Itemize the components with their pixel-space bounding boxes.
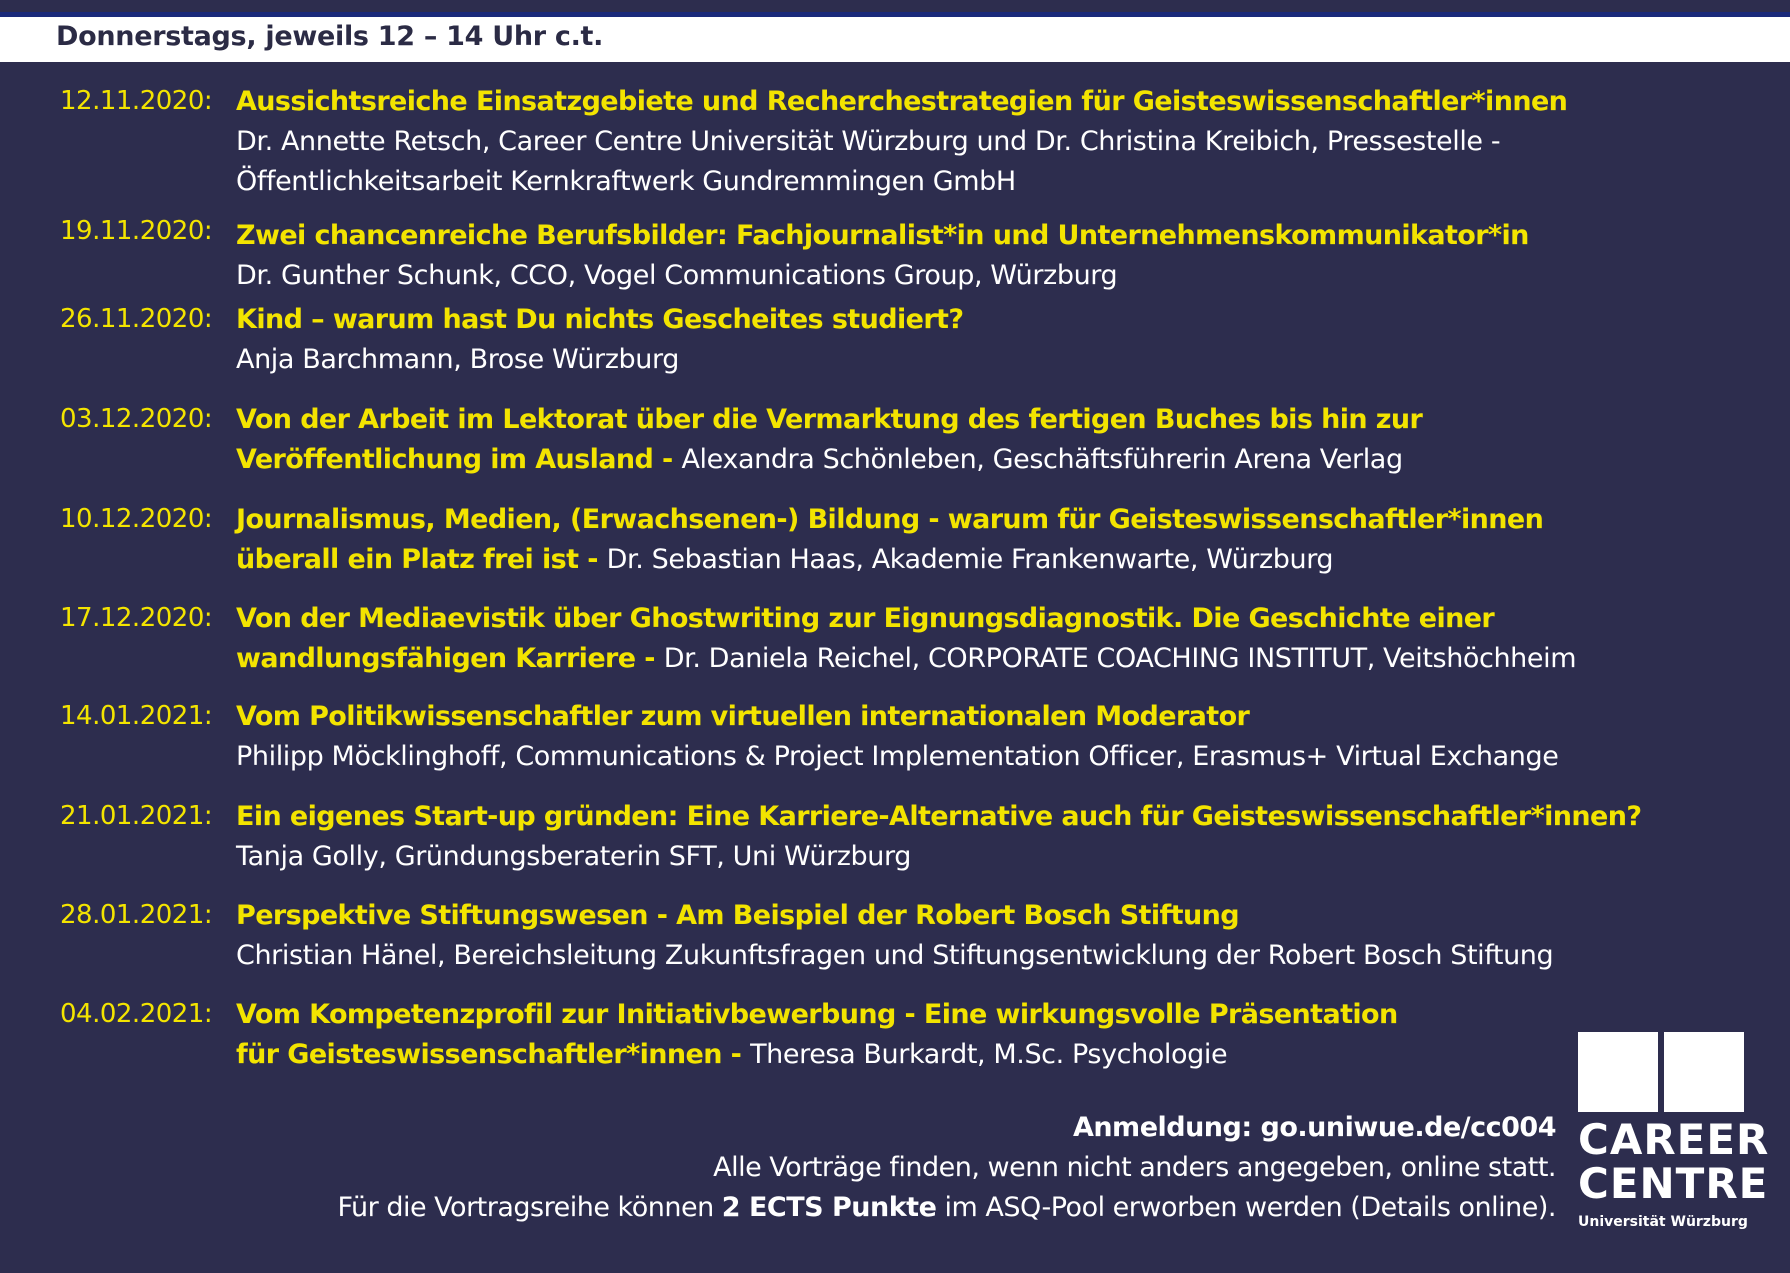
event-title: Kind – warum hast Du nichts Gescheites studiert? bbox=[236, 304, 964, 335]
ects-note bbox=[338, 1188, 1557, 1228]
event-title-line2: für Geisteswissenschaftler*innen - bbox=[236, 1039, 742, 1070]
event-speaker: Tanja Golly, Gründungsberaterin SFT, Uni Würzburg bbox=[236, 841, 911, 872]
logo-square-right bbox=[1664, 1032, 1744, 1112]
event-title-cont bbox=[236, 639, 1696, 679]
registration-link[interactable]: Anmeldung: go.uniwue.de/cc004 bbox=[1072, 1112, 1556, 1143]
event-content bbox=[236, 500, 1696, 580]
event-date: 12.11.2020: bbox=[60, 86, 213, 116]
event-speaker: Alexandra Schönleben, Geschäftsführerin Arena Verlag bbox=[681, 444, 1403, 475]
event-content bbox=[236, 599, 1696, 679]
event-title: Aussichtsreiche Einsatzgebiete und Recherchestrategien für Geisteswissenschaftler*innen bbox=[236, 86, 1568, 117]
event-content bbox=[236, 82, 1696, 202]
ects-prefix: Für die Vortragsreihe können bbox=[337, 1192, 714, 1223]
schedule-heading: Donnerstags, jeweils 12 – 14 Uhr c.t. bbox=[56, 21, 604, 52]
event-title: Vom Politikwissenschaftler zum virtuellen internationalen Moderator bbox=[236, 701, 1250, 732]
event-speaker: Anja Barchmann, Brose Würzburg bbox=[236, 344, 679, 375]
event-speaker: Theresa Burkardt, M.Sc. Psychologie bbox=[750, 1039, 1228, 1070]
event-title: Zwei chancenreiche Berufsbilder: Fachjournalist*in und Unternehmenskommunikator*in bbox=[236, 220, 1529, 251]
event-title-line2: Veröffentlichung im Ausland - bbox=[236, 444, 673, 475]
footer-info bbox=[338, 1108, 1557, 1228]
logo-square-left bbox=[1578, 1032, 1658, 1112]
event-date: 19.11.2020: bbox=[60, 216, 213, 246]
event-title-cont bbox=[236, 540, 1696, 580]
event-title: Journalismus, Medien, (Erwachsenen-) Bildung - warum für Geisteswissenschaftler*innen bbox=[236, 504, 1544, 535]
event-title-line2: überall ein Platz frei ist - bbox=[236, 544, 598, 575]
event-content bbox=[236, 697, 1696, 777]
event-title-cont bbox=[236, 1035, 1696, 1075]
event-speaker: Dr. Annette Retsch, Career Centre Universität Würzburg und Dr. Christina Kreibich, Pressestelle - bbox=[236, 126, 1501, 157]
event-title: Perspektive Stiftungswesen - Am Beispiel der Robert Bosch Stiftung bbox=[236, 900, 1239, 931]
event-speaker: Dr. Gunther Schunk, CCO, Vogel Communications Group, Würzburg bbox=[236, 260, 1118, 291]
event-date: 14.01.2021: bbox=[60, 701, 213, 731]
logo-subline: Universität Würzburg bbox=[1578, 1214, 1748, 1230]
ects-points: 2 ECTS Punkte bbox=[721, 1192, 937, 1223]
online-note: Alle Vorträge finden, wenn nicht anders angegeben, online statt. bbox=[713, 1152, 1556, 1183]
event-content bbox=[236, 216, 1696, 296]
event-speaker: Philipp Möcklinghoff, Communications & Project Implementation Officer, Erasmus+ Virtual Exchange bbox=[236, 741, 1559, 772]
event-date: 10.12.2020: bbox=[60, 504, 213, 534]
event-date: 04.02.2021: bbox=[60, 999, 213, 1029]
event-title-cont bbox=[236, 440, 1696, 480]
event-date: 26.11.2020: bbox=[60, 304, 213, 334]
event-content bbox=[236, 896, 1696, 976]
event-date: 21.01.2021: bbox=[60, 801, 213, 831]
event-title-line2: wandlungsfähigen Karriere - bbox=[236, 643, 655, 674]
event-speaker: Christian Hänel, Bereichsleitung Zukunftsfragen und Stiftungsentwicklung der Robert Bosch Stiftung bbox=[236, 940, 1554, 971]
event-speaker: Dr. Sebastian Haas, Akademie Frankenwarte, Würzburg bbox=[606, 544, 1334, 575]
ects-suffix: im ASQ-Pool erworben werden (Details online). bbox=[944, 1192, 1556, 1223]
event-title: Vom Kompetenzprofil zur Initiativbewerbung - Eine wirkungsvolle Präsentation bbox=[236, 999, 1398, 1030]
event-title: Von der Arbeit im Lektorat über die Vermarktung des fertigen Buches bis hin zur bbox=[236, 404, 1423, 435]
logo-line-centre: CENTRE bbox=[1578, 1159, 1769, 1208]
event-date: 17.12.2020: bbox=[60, 603, 213, 633]
career-centre-logo bbox=[1578, 1032, 1770, 1232]
event-content bbox=[236, 400, 1696, 480]
event-speaker: Dr. Daniela Reichel, CORPORATE COACHING INSTITUT, Veitshöchheim bbox=[663, 643, 1577, 674]
event-date: 03.12.2020: bbox=[60, 404, 213, 434]
event-content bbox=[236, 995, 1696, 1075]
event-speaker-cont: Öffentlichkeitsarbeit Kernkraftwerk Gundremmingen GmbH bbox=[236, 166, 1016, 197]
event-title: Ein eigenes Start-up gründen: Eine Karriere-Alternative auch für Geisteswissenschaftler*innen? bbox=[236, 801, 1642, 832]
logo-line-career: CAREER bbox=[1578, 1115, 1770, 1164]
event-content bbox=[236, 300, 1696, 380]
event-content bbox=[236, 797, 1696, 877]
event-title: Von der Mediaevistik über Ghostwriting zur Eignungsdiagnostik. Die Geschichte einer bbox=[236, 603, 1495, 634]
event-date: 28.01.2021: bbox=[60, 900, 213, 930]
